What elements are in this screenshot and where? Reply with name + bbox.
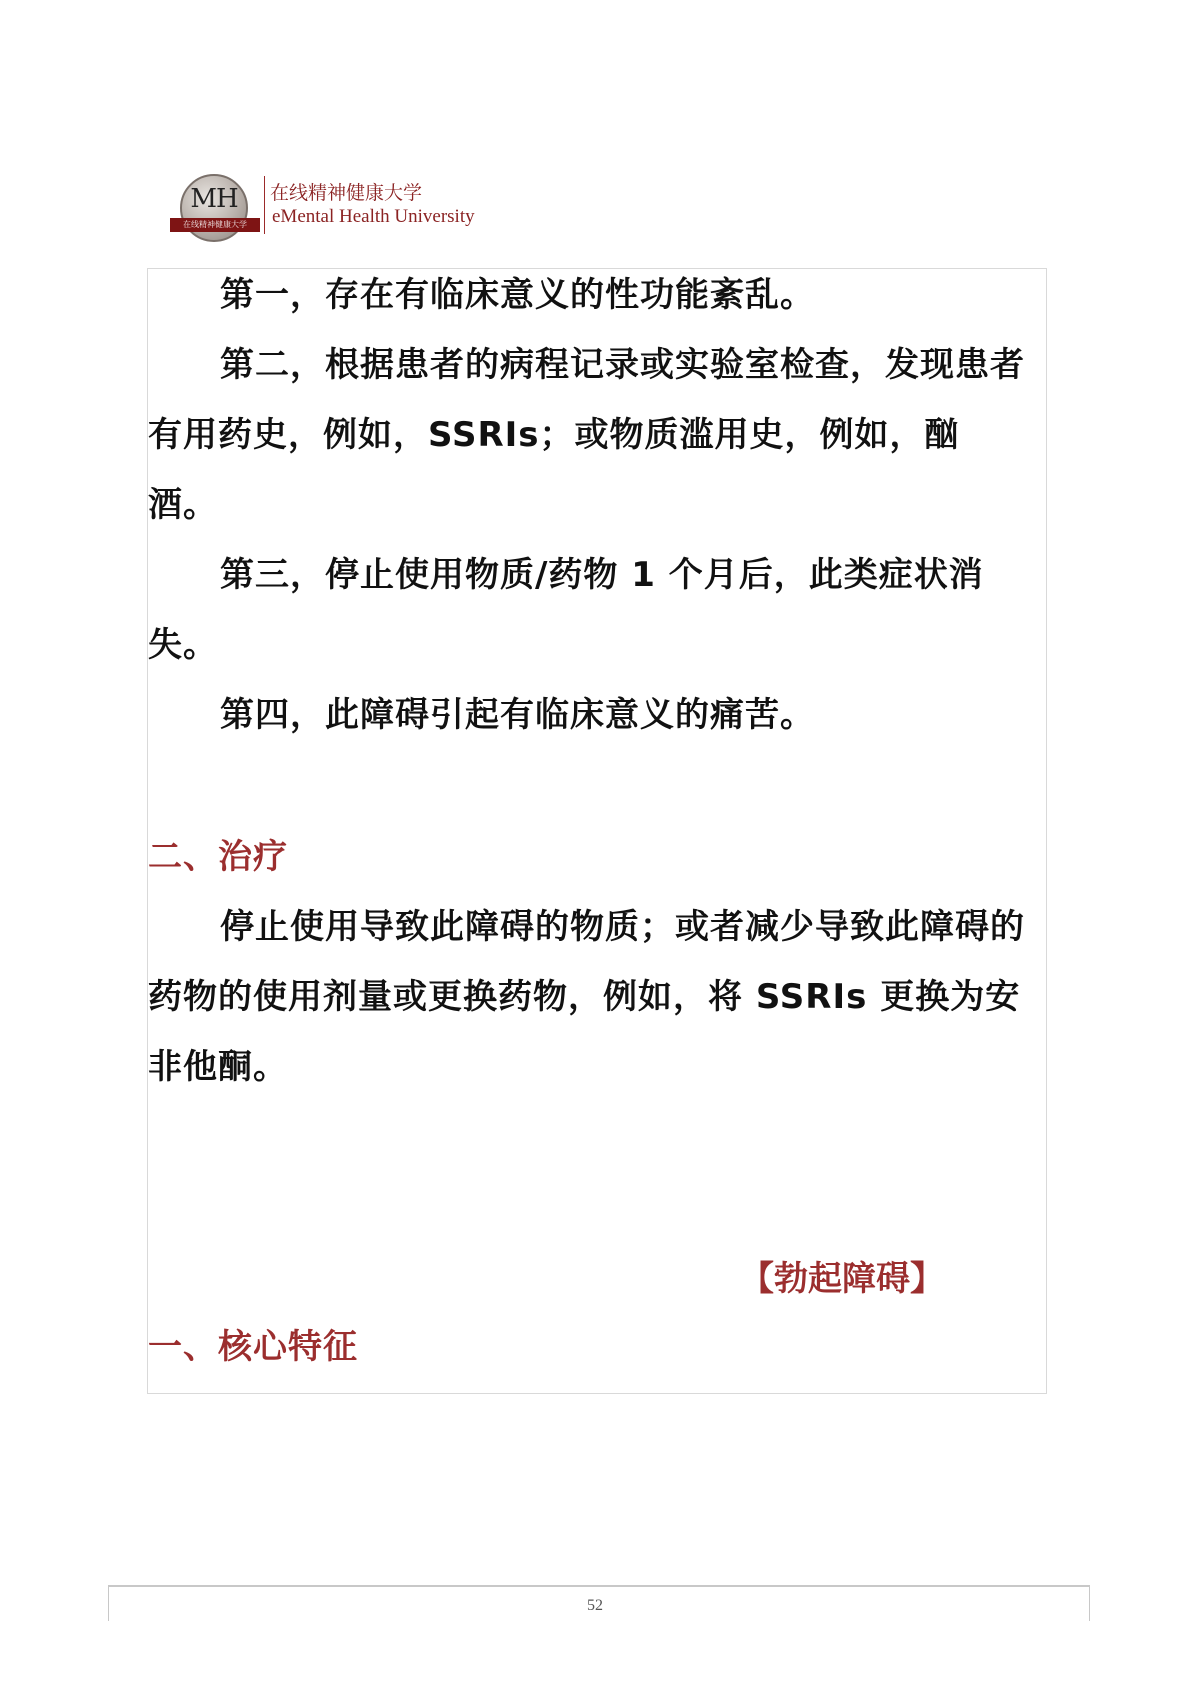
criterion-4 — [148, 680, 1028, 750]
header-logo — [170, 172, 510, 252]
criterion-4-text: 第四，此障碍引起有临床意义的痛苦。 — [220, 695, 815, 735]
criterion-3-text: 第三，停止使用物质/药物 1 个月后，此类症状消失。 — [148, 555, 984, 665]
treatment-text: 停止使用导致此障碍的物质；或者减少导致此障碍的药物的使用剂量或更换药物，例如，将 SSRIs 更换为安非他酮。 — [148, 907, 1025, 1087]
university-name-cn: 在线精神健康大学 — [270, 182, 423, 204]
section-title-erectile-disorder: 【勃起障碍】 — [740, 1259, 944, 1299]
treatment-paragraph — [148, 892, 1028, 1102]
page-number: 52 — [587, 1597, 603, 1614]
heading-core-features: 一、核心特征 — [148, 1327, 358, 1367]
criterion-1 — [148, 260, 1028, 330]
university-seal — [170, 174, 260, 242]
criterion-1-text: 第一，存在有临床意义的性功能紊乱。 — [220, 275, 815, 315]
criterion-2 — [148, 330, 1028, 540]
heading-treatment: 二、治疗 — [148, 837, 288, 877]
university-name-en: eMental Health University — [272, 206, 475, 227]
header-divider — [264, 176, 265, 234]
criterion-2-text: 第二，根据患者的病程记录或实验室检查，发现患者有用药史，例如，SSRIs；或物质滥用史，例如，酗酒。 — [148, 345, 1025, 525]
criterion-3 — [148, 540, 1028, 680]
seal-ribbon: 在线精神健康大学 — [170, 218, 260, 232]
seal-monogram: MH — [190, 184, 238, 214]
footer-rule — [108, 1585, 1090, 1587]
